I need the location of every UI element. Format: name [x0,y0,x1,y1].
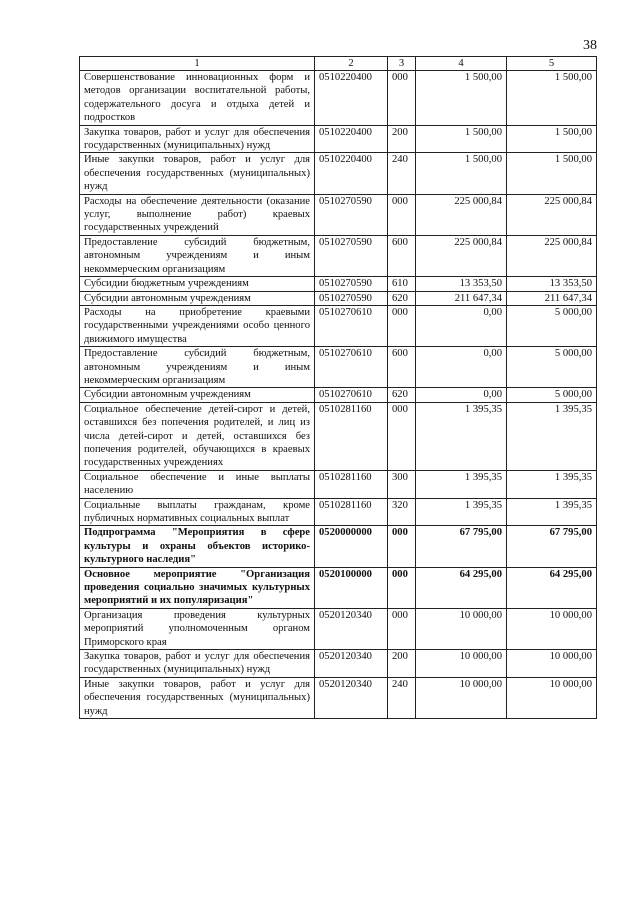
table-row [80,291,597,305]
column-header-4: 4 [416,57,507,71]
row-name-cell: Социальные выплаты гражданам, кроме публичных нормативных социальных выплат [80,498,315,526]
row-code-cell: 0520120340 [315,650,388,678]
row-code-cell: 0510270590 [315,291,388,305]
budget-table [79,56,597,719]
table-row [80,567,597,608]
table-row [80,305,597,346]
row-type-cell: 240 [388,677,416,718]
table-row [80,235,597,276]
row-type-cell: 200 [388,650,416,678]
row-code-cell: 0510270590 [315,277,388,291]
row-type-cell: 000 [388,402,416,470]
table-row [80,153,597,194]
row-name-cell: Субсидии автономным учреждениям [80,291,315,305]
row-amount-column-4: 1 500,00 [416,71,507,126]
row-type-cell: 610 [388,277,416,291]
column-header-3: 3 [388,57,416,71]
row-type-cell: 600 [388,235,416,276]
row-code-cell: 0510281160 [315,470,388,498]
row-amount-column-4: 10 000,00 [416,650,507,678]
row-amount-column-5: 1 395,35 [507,498,597,526]
row-type-cell: 240 [388,153,416,194]
row-code-cell: 0510281160 [315,498,388,526]
row-name-cell: Расходы на приобретение краевыми государственными учреждениями особо ценного движимого имущества [80,305,315,346]
row-amount-column-4: 1 395,35 [416,498,507,526]
row-type-cell: 000 [388,608,416,649]
row-amount-column-4: 10 000,00 [416,608,507,649]
table-row [80,125,597,153]
row-code-cell: 0520120340 [315,677,388,718]
row-amount-column-5: 64 295,00 [507,567,597,608]
row-type-cell: 600 [388,347,416,388]
row-name-cell: Закупка товаров, работ и услуг для обеспечения государственных (муниципальных) нужд [80,650,315,678]
table-row [80,402,597,470]
row-name-cell: Организация проведения культурных мероприятий уполномоченным органом Приморского края [80,608,315,649]
row-amount-column-4: 1 395,35 [416,470,507,498]
row-type-cell: 000 [388,526,416,567]
row-name-cell: Субсидии автономным учреждениям [80,388,315,402]
row-amount-column-5: 67 795,00 [507,526,597,567]
row-amount-column-4: 13 353,50 [416,277,507,291]
row-type-cell: 620 [388,388,416,402]
row-type-cell: 620 [388,291,416,305]
row-amount-column-5: 1 500,00 [507,125,597,153]
row-amount-column-5: 225 000,84 [507,194,597,235]
row-code-cell: 0510270610 [315,388,388,402]
row-code-cell: 0520120340 [315,608,388,649]
row-amount-column-5: 1 500,00 [507,153,597,194]
row-code-cell: 0510220400 [315,71,388,126]
row-name-cell: Предоставление субсидий бюджетным, автономным учреждениям и иным некоммерческим организациям [80,235,315,276]
row-code-cell: 0520000000 [315,526,388,567]
row-amount-column-4: 1 395,35 [416,402,507,470]
row-name-cell: Закупка товаров, работ и услуг для обеспечения государственных (муниципальных) нужд [80,125,315,153]
row-amount-column-4: 225 000,84 [416,194,507,235]
row-amount-column-5: 225 000,84 [507,235,597,276]
row-code-cell: 0510220400 [315,153,388,194]
row-name-cell: Социальное обеспечение детей-сирот и детей, оставшихся без попечения родителей, и лиц из числа детей-сирот и детей, оставшихся без попечения родителей, обучающихся в краевых государственных учреждениях [80,402,315,470]
row-code-cell: 0510270610 [315,347,388,388]
row-name-cell: Социальное обеспечение и иные выплаты населению [80,470,315,498]
row-code-cell: 0510270610 [315,305,388,346]
row-name-cell: Иные закупки товаров, работ и услуг для обеспечения государственных (муниципальных) нужд [80,677,315,718]
table-header-row [80,57,597,71]
row-code-cell: 0510220400 [315,125,388,153]
row-name-cell: Иные закупки товаров, работ и услуг для обеспечения государственных (муниципальных) нужд [80,153,315,194]
row-name-cell: Предоставление субсидий бюджетным, автономным учреждениям и иным некоммерческим организациям [80,347,315,388]
row-type-cell: 300 [388,470,416,498]
table-row [80,71,597,126]
row-type-cell: 320 [388,498,416,526]
row-type-cell: 000 [388,194,416,235]
table-row [80,470,597,498]
row-name-cell: Совершенствование инновационных форм и методов организации воспитательной работы, содержательного досуга и отдыха детей и подростков [80,71,315,126]
table-row [80,347,597,388]
row-code-cell: 0510281160 [315,402,388,470]
row-name-cell: Основное мероприятие "Организация проведения социально значимых культурных мероприятий и их популяризация" [80,567,315,608]
row-type-cell: 000 [388,567,416,608]
row-amount-column-5: 10 000,00 [507,608,597,649]
row-type-cell: 000 [388,71,416,126]
row-code-cell: 0520100000 [315,567,388,608]
column-header-5: 5 [507,57,597,71]
column-header-2: 2 [315,57,388,71]
row-amount-column-4: 225 000,84 [416,235,507,276]
row-name-cell: Расходы на обеспечение деятельности (оказание услуг, выполнение работ) краевых государственных учреждений [80,194,315,235]
row-amount-column-5: 5 000,00 [507,388,597,402]
table-row [80,677,597,718]
row-amount-column-5: 1 395,35 [507,470,597,498]
table-row [80,498,597,526]
row-amount-column-5: 13 353,50 [507,277,597,291]
row-type-cell: 000 [388,305,416,346]
row-code-cell: 0510270590 [315,194,388,235]
column-header-1: 1 [80,57,315,71]
table-row [80,194,597,235]
row-amount-column-4: 64 295,00 [416,567,507,608]
row-amount-column-4: 1 500,00 [416,125,507,153]
row-amount-column-4: 10 000,00 [416,677,507,718]
row-amount-column-5: 1 500,00 [507,71,597,126]
row-amount-column-5: 211 647,34 [507,291,597,305]
row-amount-column-5: 5 000,00 [507,347,597,388]
row-name-cell: Подпрограмма "Мероприятия в сфере культуры и охраны объектов историко-культурного наследия" [80,526,315,567]
table-row [80,650,597,678]
table-row [80,388,597,402]
row-amount-column-5: 10 000,00 [507,677,597,718]
row-amount-column-5: 10 000,00 [507,650,597,678]
row-amount-column-4: 0,00 [416,388,507,402]
row-amount-column-5: 1 395,35 [507,402,597,470]
row-amount-column-4: 1 500,00 [416,153,507,194]
row-amount-column-4: 211 647,34 [416,291,507,305]
page-number: 38 [583,38,597,53]
row-name-cell: Субсидии бюджетным учреждениям [80,277,315,291]
row-type-cell: 200 [388,125,416,153]
row-amount-column-4: 67 795,00 [416,526,507,567]
row-amount-column-5: 5 000,00 [507,305,597,346]
table-row [80,608,597,649]
table-row [80,526,597,567]
table-row [80,277,597,291]
row-amount-column-4: 0,00 [416,305,507,346]
row-amount-column-4: 0,00 [416,347,507,388]
row-code-cell: 0510270590 [315,235,388,276]
